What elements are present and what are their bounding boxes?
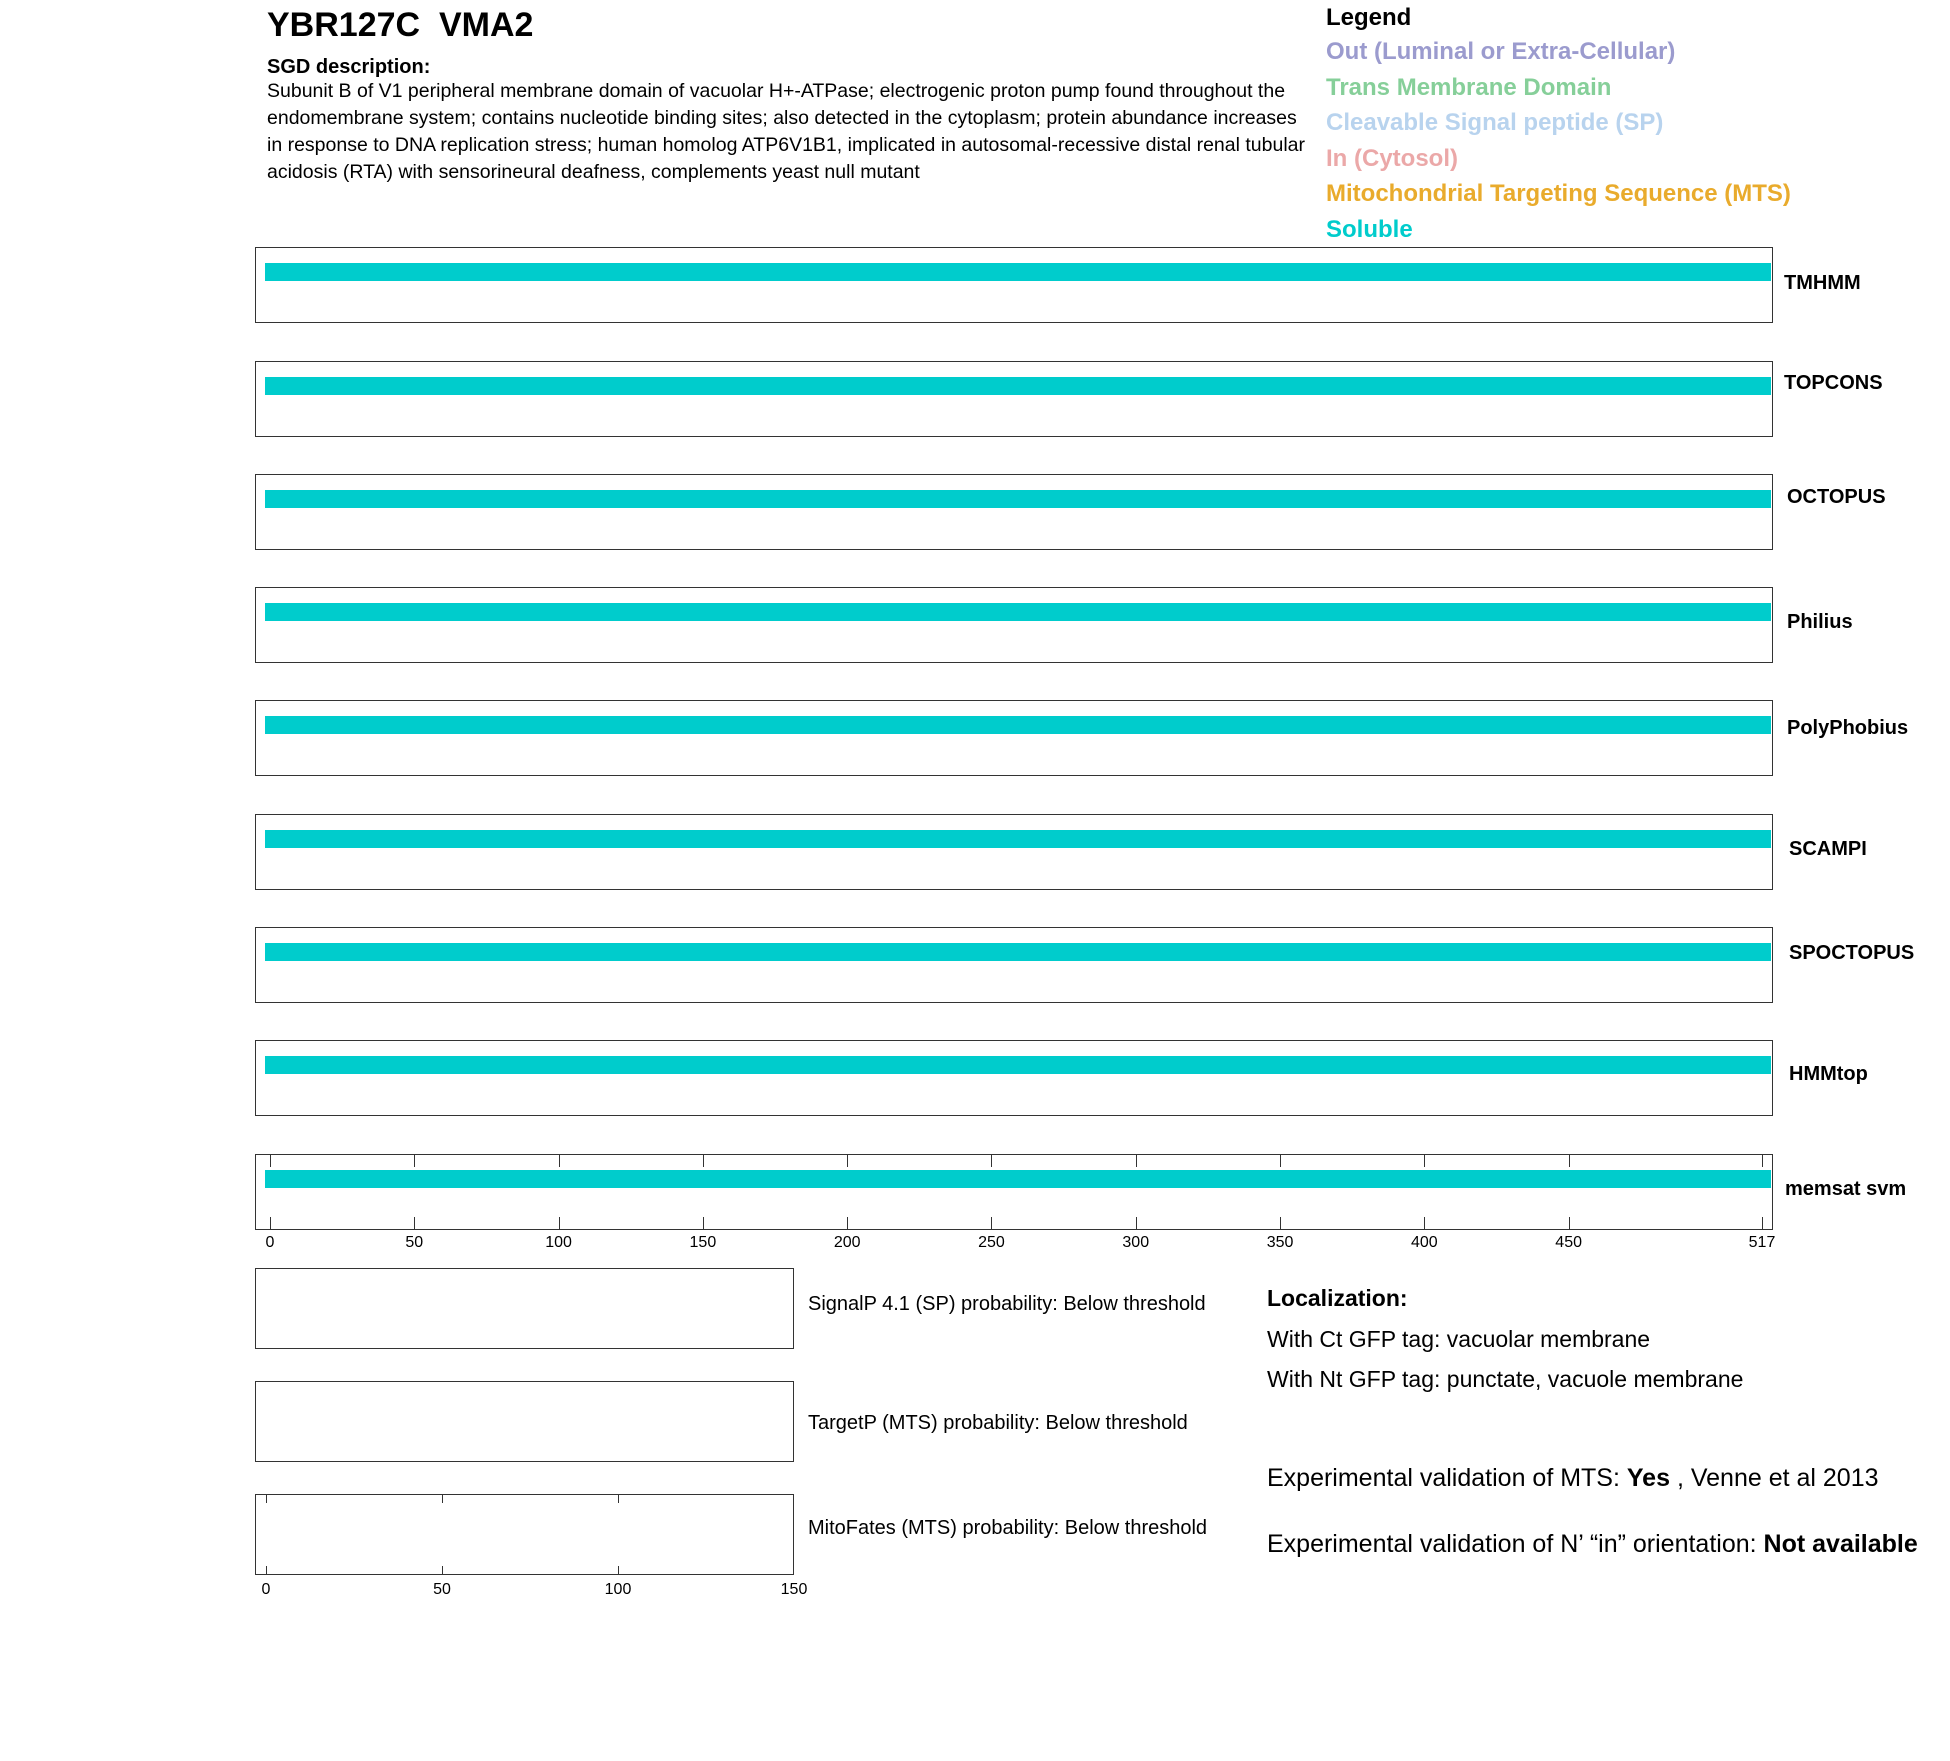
- probability-axis-tick: [266, 1566, 267, 1574]
- legend-item: Cleavable Signal peptide (SP): [1326, 109, 1664, 136]
- track-box-scampi: [255, 814, 1773, 890]
- topology-segment: [265, 716, 1771, 734]
- track-label: Philius: [1787, 611, 1853, 633]
- legend-item: Soluble: [1326, 215, 1413, 243]
- legend-item: In (Cytosol): [1326, 144, 1458, 172]
- axis-tick: [414, 1217, 415, 1229]
- track-label: OCTOPUS: [1787, 486, 1886, 508]
- axis-tick: [847, 1155, 848, 1167]
- track-box-memsat-svm: [255, 1154, 1773, 1230]
- sgd-description-heading: SGD description:: [267, 56, 431, 78]
- probability-axis-tick: [442, 1495, 443, 1503]
- axis-tick: [1569, 1155, 1570, 1167]
- axis-tick-label: 250: [978, 1234, 1005, 1251]
- axis-tick: [270, 1155, 271, 1167]
- axis-tick-label: 300: [1122, 1234, 1150, 1251]
- probability-axis-tick: [266, 1495, 267, 1503]
- nt-gfp-localization: With Nt GFP tag: punctate, vacuole membrane: [1267, 1366, 1744, 1392]
- probability-axis-tick-label: 100: [604, 1581, 632, 1598]
- axis-tick-label: 150: [689, 1234, 717, 1251]
- axis-tick: [1136, 1155, 1137, 1167]
- mts-validation-prefix: Experimental validation of MTS:: [1267, 1464, 1627, 1492]
- probability-axis-tick: [618, 1495, 619, 1503]
- axis-tick-label: 200: [833, 1234, 861, 1251]
- axis-tick: [270, 1217, 271, 1229]
- axis-tick: [1424, 1155, 1425, 1167]
- track-label: SCAMPI: [1789, 838, 1867, 860]
- topology-segment: [265, 1170, 1771, 1188]
- probability-axis-tick-label: 0: [261, 1581, 271, 1598]
- topology-segment: [265, 490, 1771, 508]
- axis-tick: [847, 1217, 848, 1229]
- orientation-validation-value: Not available: [1763, 1530, 1918, 1558]
- track-box-polyphobius: [255, 700, 1773, 776]
- orientation-validation: [1267, 1528, 1927, 1561]
- axis-tick-label: 0: [265, 1234, 275, 1251]
- legend-item: Mitochondrial Targeting Sequence (MTS): [1326, 180, 1791, 207]
- axis-tick: [1762, 1155, 1763, 1167]
- probability-axis-tick: [442, 1566, 443, 1574]
- topology-segment: [265, 263, 1771, 281]
- axis-tick: [991, 1155, 992, 1167]
- ct-gfp-localization: With Ct GFP tag: vacuolar membrane: [1267, 1326, 1651, 1352]
- probability-label: SignalP 4.1 (SP) probability: Below threshold: [808, 1293, 1206, 1315]
- track-label: HMMtop: [1789, 1063, 1868, 1085]
- axis-tick: [1762, 1217, 1763, 1229]
- track-box-octopus: [255, 474, 1773, 550]
- topology-segment: [265, 830, 1771, 848]
- orientation-validation-prefix: Experimental validation of N’ “in” orientation:: [1267, 1530, 1764, 1558]
- probability-axis-tick-label: 150: [780, 1581, 808, 1598]
- topology-segment: [265, 603, 1771, 621]
- localization-heading: Localization:: [1267, 1285, 1408, 1311]
- axis-tick-label: 400: [1410, 1234, 1438, 1251]
- probability-label: TargetP (MTS) probability: Below threshold: [808, 1412, 1188, 1434]
- topology-segment: [265, 1056, 1771, 1074]
- axis-tick: [703, 1155, 704, 1167]
- mts-validation-source: , Venne et al 2013: [1670, 1464, 1879, 1492]
- track-box-philius: [255, 587, 1773, 663]
- gene-title: YBR127C VMA2: [267, 6, 534, 44]
- axis-tick: [414, 1155, 415, 1167]
- legend-item: Out (Luminal or Extra-Cellular): [1326, 38, 1676, 65]
- axis-tick: [1280, 1217, 1281, 1229]
- track-label: SPOCTOPUS: [1789, 942, 1915, 964]
- track-box-topcons: [255, 361, 1773, 437]
- legend-item: Trans Membrane Domain: [1326, 73, 1612, 101]
- axis-tick: [559, 1217, 560, 1229]
- sgd-description-text: Subunit B of V1 peripheral membrane domain of vacuolar H+-ATPase; electrogenic proton pump found throughout the endomembrane system; contains nucleotide binding sites; also detected in the cytoplasm; protein abundance increases in response to DNA replication stress; human homolog ATP6V1B1, implicated in autosomal-recessive distal renal tubular acidosis (RTA) with sensorineural deafness, complements yeast null mutant: [267, 80, 1305, 183]
- axis-tick-label: 50: [405, 1234, 424, 1251]
- axis-tick: [703, 1217, 704, 1229]
- mts-validation: [1267, 1462, 1927, 1495]
- axis-tick-label: 100: [545, 1234, 572, 1251]
- track-label: PolyPhobius: [1787, 717, 1909, 739]
- track-box-spoctopus: [255, 927, 1773, 1003]
- track-label: TMHMM: [1784, 272, 1861, 294]
- probability-axis-tick-label: 50: [433, 1581, 451, 1598]
- mts-validation-value: Yes: [1626, 1464, 1670, 1492]
- axis-tick: [1424, 1217, 1425, 1229]
- axis-tick-label: 450: [1555, 1234, 1582, 1251]
- axis-tick: [1569, 1217, 1570, 1229]
- axis-tick: [559, 1155, 560, 1167]
- axis-tick-label: 350: [1266, 1234, 1294, 1251]
- axis-tick: [991, 1217, 992, 1229]
- topology-segment: [265, 377, 1771, 395]
- probability-panel: [255, 1268, 794, 1349]
- track-label: TOPCONS: [1784, 372, 1883, 394]
- track-box-tmhmm: [255, 247, 1773, 323]
- probability-label: MitoFates (MTS) probability: Below threshold: [808, 1517, 1208, 1539]
- axis-tick: [1136, 1217, 1137, 1229]
- probability-panel: [255, 1381, 794, 1462]
- track-box-hmmtop: [255, 1040, 1773, 1116]
- probability-axis-tick: [618, 1566, 619, 1574]
- probability-panel: [255, 1494, 794, 1575]
- legend-title: Legend: [1326, 4, 1412, 31]
- track-label: memsat svm: [1785, 1178, 1907, 1200]
- axis-tick-label: 517: [1748, 1234, 1776, 1251]
- axis-tick: [1280, 1155, 1281, 1167]
- topology-segment: [265, 943, 1771, 961]
